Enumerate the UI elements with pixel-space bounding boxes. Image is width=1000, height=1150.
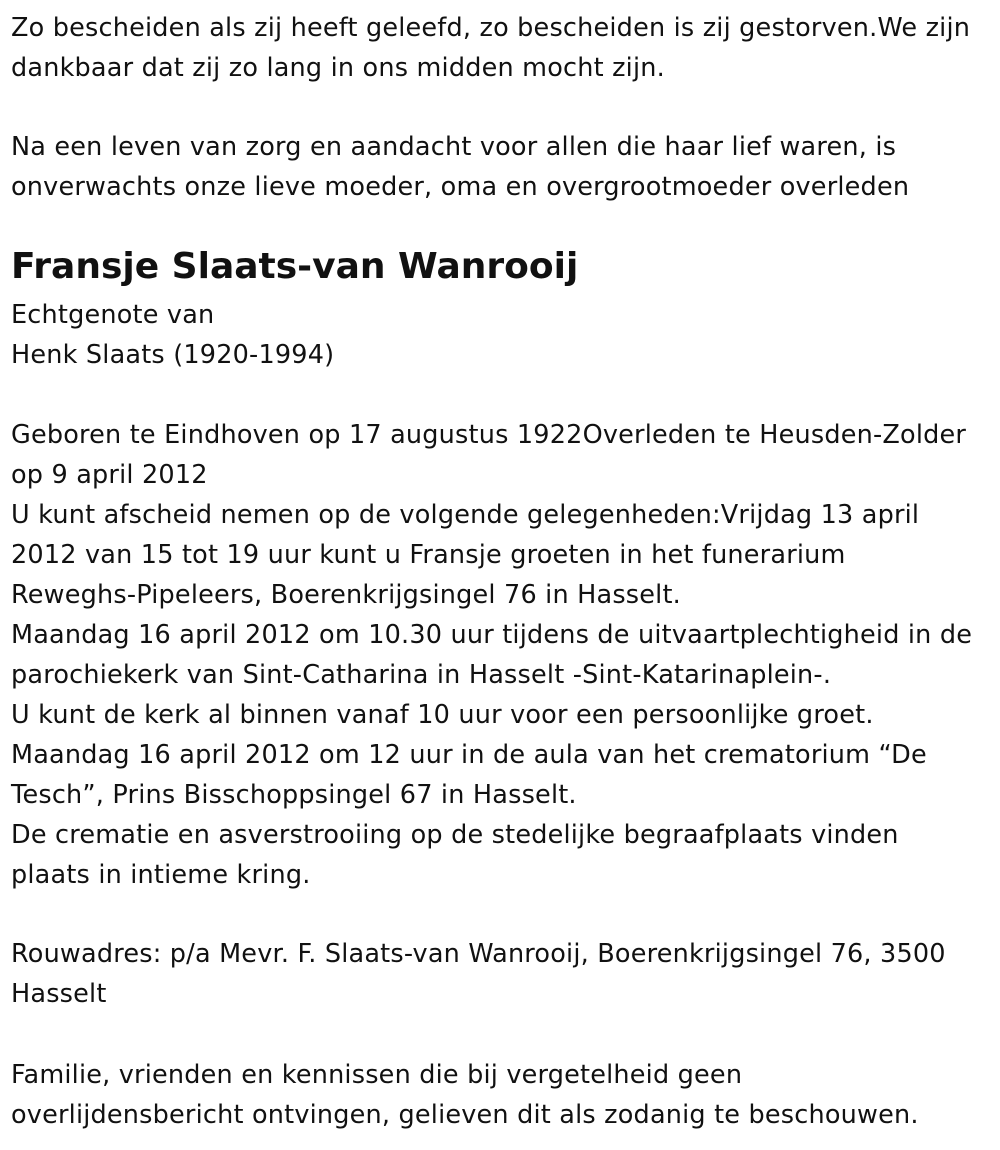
detail-line: op 9 april 2012 [11,460,208,490]
detail-line: 2012 van 15 tot 19 uur kunt u Fransje groeten in het funerarium [11,540,846,570]
detail-line: U kunt afscheid nemen op de volgende gelegenheden:Vrijdag 13 april [11,500,920,530]
detail-line: plaats in intieme kring. [11,860,311,890]
spouse-line: Echtgenote van [11,300,215,330]
detail-line: Reweghs-Pipeleers, Boerenkrijgsingel 76 in Hasselt. [11,580,681,610]
detail-line: U kunt de kerk al binnen vanaf 10 uur voor een persoonlijke groet. [11,700,874,730]
intro-line: dankbaar dat zij zo lang in ons midden mocht zijn. [11,53,665,83]
intro-line: Zo bescheiden als zij heeft geleefd, zo bescheiden is zij gestorven.We zijn [11,13,971,43]
detail-line: Maandag 16 april 2012 om 12 uur in de aula van het crematorium “De [11,740,927,770]
deceased-name: Fransje Slaats-van Wanrooij [11,246,579,287]
intro-line: onverwachts onze lieve moeder, oma en overgrootmoeder overleden [11,172,910,202]
closing-line: overlijdensbericht ontvingen, gelieven dit als zodanig te beschouwen. [11,1100,919,1130]
intro-line: Na een leven van zorg en aandacht voor allen die haar lief waren, is [11,132,897,162]
spouse-line: Henk Slaats (1920-1994) [11,340,335,370]
detail-line: Tesch”, Prins Bisschoppsingel 67 in Hasselt. [11,780,577,810]
detail-line: De crematie en asverstrooiing op de stedelijke begraafplaats vinden [11,820,899,850]
detail-line: parochiekerk van Sint-Catharina in Hasselt -Sint-Katarinaplein-. [11,660,832,690]
detail-line: Maandag 16 april 2012 om 10.30 uur tijdens de uitvaartplechtigheid in de [11,620,973,650]
detail-line: Geboren te Eindhoven op 17 augustus 1922Overleden te Heusden-Zolder [11,420,967,450]
closing-line: Familie, vrienden en kennissen die bij vergetelheid geen [11,1060,743,1090]
address-line: Hasselt [11,979,107,1009]
address-line: Rouwadres: p/a Mevr. F. Slaats-van Wanrooij, Boerenkrijgsingel 76, 3500 [11,939,946,969]
